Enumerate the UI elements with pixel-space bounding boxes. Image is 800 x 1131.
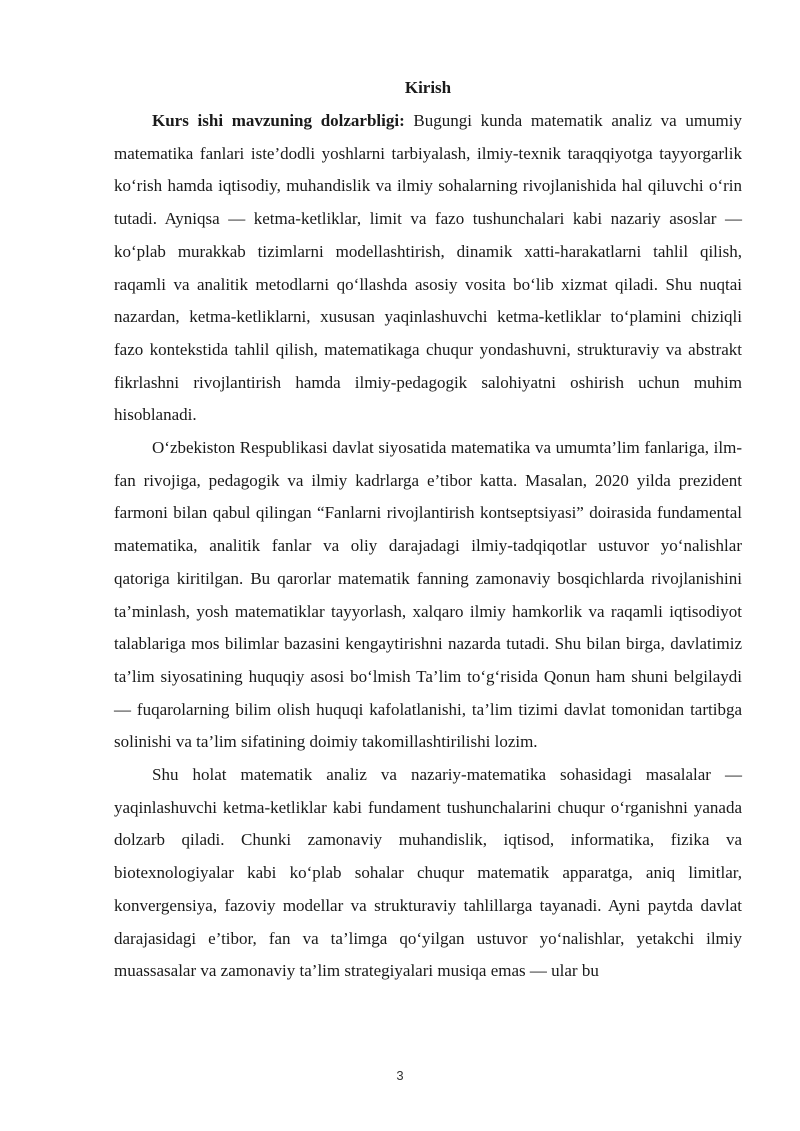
- page-content: [114, 74, 742, 988]
- paragraph-text: Bugungi kunda matematik analiz va umumiy matematika fanlari iste’dodli yoshlarni tarbiyalash, ilmiy-texnik taraqqiyotga tayyorgarlik ko‘rish hamda iqtisodiy, muhandislik va ilmiy sohalarning rivojlanishida hal qiluvchi o‘rin tutadi. Ayniqsa — ketma-ketliklar, limit va fazo tushunchalari kabi nazariy asoslar — ko‘plab murakkab tizimlarni modellashtirish, dinamik xatti-harakatlarni tahlil qilish, raqamli va analitik metodlarni qo‘llashda asosiy vosita bo‘lib xizmat qiladi. Shu nuqtai nazardan, ketma-ketliklarni, xususan yaqinlashuvchi ketma-ketliklar to‘plamini chiziqli fazo kontekstida tahlil qilish, matematikaga chuqur yondashuvni, strukturaviy va abstrakt fikrlashni rivojlantirish hamda ilmiy-pedagogik salohiyatni oshirish uchun muhim hisoblanadi.: [114, 111, 742, 425]
- paragraph-relevance: [114, 105, 742, 432]
- page-title: Kirish: [404, 78, 452, 97]
- paragraph-analysis-importance: Shu holat matematik analiz va nazariy-matematika sohasidagi masalalar — yaqinlashuvchi ketma-ketliklar kabi fundament tushunchalarini chuqur o‘rganishni yanada dolzarb qiladi. Chunki zamonaviy muhandislik, iqtisod, informatika, fizika va biotexnologiyalar kabi ko‘plab sohalar chuqur matematik apparatga, aniq limitlar, konvergensiya, fazoviy modellar va strukturaviy tahlillarga tayanadi. Ayni paytda davlat darajasidagi e’tibor, fan va ta’limga qo‘yilgan ustuvor yo‘nalishlar, yetakchi ilmiy muassasalar va zamonaviy ta’lim strategiyalari musiqa emas — ular bu: [114, 765, 742, 981]
- page-number: 3: [396, 1068, 404, 1083]
- paragraph-lead: Kurs ishi mavzuning dolzarbligi:: [152, 111, 405, 130]
- paragraph-state-policy: O‘zbekiston Respublikasi davlat siyosatida matematika va umumta’lim fanlariga, ilm-fan rivojiga, pedagogik va ilmiy kadrlarga e’tibor katta. Masalan, 2020 yilda prezident farmoni bilan qabul qilingan “Fanlarni rivojlantirish kontseptsiyasi” doirasida fundamental matematika, analitik fanlar va oliy darajadagi ilmiy-tadqiqotlar ustuvor yo‘nalishlar qatoriga kiritilgan. Bu qarorlar matematik fanning zamonaviy bosqichlarda rivojlanishini ta’minlash, yosh matematiklar tayyorlash, xalqaro ilmiy hamkorlik va raqamli iqtisodiyot talablariga mos bilimlar bazasini kengaytirishni nazarda tutadi. Shu bilan birga, davlatimiz ta’lim siyosatining huquqiy asosi bo‘lmish Ta’lim to‘g‘risida Qonun ham shuni belgilaydi — fuqarolarning bilim olish huquqi kafolatlanishi, ta’lim tizimi davlat tomonidan tartibga solinishi va ta’lim sifatining doimiy takomillashtirilishi lozim.: [114, 438, 742, 752]
